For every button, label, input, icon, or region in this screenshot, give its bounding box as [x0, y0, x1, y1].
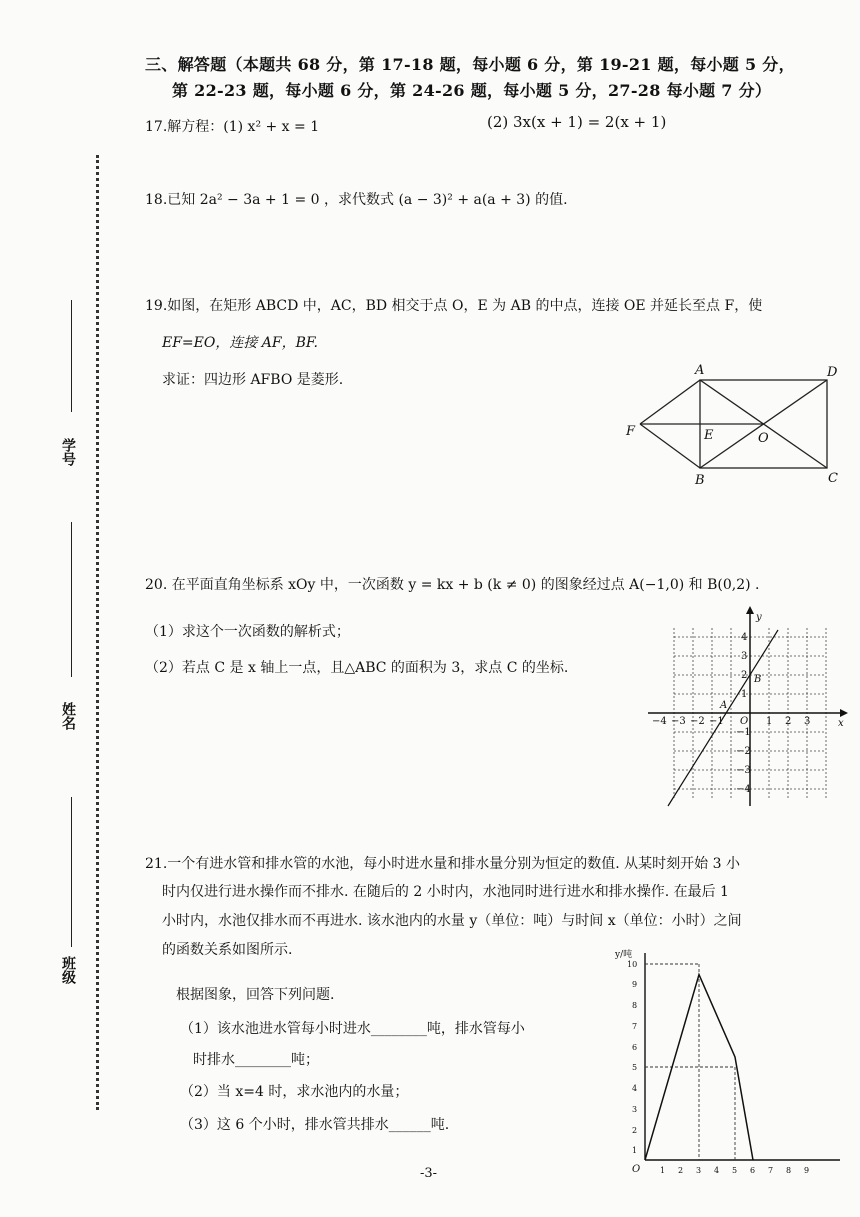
q21-origin: O — [632, 1164, 641, 1175]
svg-text:9: 9 — [804, 1166, 810, 1175]
svg-text:3: 3 — [632, 1105, 638, 1114]
q21-y-axis-label: y/吨 — [615, 950, 633, 960]
label-a: A — [695, 363, 705, 378]
svg-text:2: 2 — [785, 716, 792, 727]
svg-text:3: 3 — [696, 1166, 702, 1175]
label-f: F — [626, 424, 636, 439]
q20-part2: （2）若点 C 是 x 轴上一点，且△ABC 的面积为 3，求点 C 的坐标. — [145, 660, 569, 676]
svg-text:8: 8 — [632, 1001, 638, 1010]
section-title-line1: 三、解答题（本题共 68 分，第 17-18 题，每小题 6 分，第 19-21 题，每小题 5 分， — [145, 55, 795, 74]
q17-part2: (2) 3x(x + 1) = 2(x + 1) — [487, 113, 667, 131]
svg-text:2: 2 — [741, 670, 748, 681]
label-e: E — [704, 428, 714, 443]
svg-text:4: 4 — [714, 1166, 720, 1175]
svg-text:1: 1 — [766, 716, 773, 727]
q20-coordinate-graph — [640, 606, 860, 820]
svg-text:7: 7 — [768, 1166, 774, 1175]
svg-text:−2: −2 — [736, 746, 751, 757]
svg-text:O: O — [740, 716, 749, 727]
svg-text:2: 2 — [632, 1126, 638, 1135]
student-id-label: 学号 — [60, 438, 76, 466]
svg-text:5: 5 — [632, 1063, 638, 1072]
name-blank — [71, 522, 72, 677]
segment-bf — [640, 424, 700, 468]
svg-text:−1: −1 — [709, 716, 724, 727]
q20-line1: 20. 在平面直角坐标系 xOy 中，一次函数 y = kx + b (k ≠ 0) 的图象经过点 A(−1,0) 和 B(0,2) . — [145, 577, 760, 593]
svg-text:3: 3 — [804, 716, 811, 727]
svg-text:−3: −3 — [671, 716, 686, 727]
svg-text:B: B — [754, 674, 762, 685]
q21-line2: 时内仅进行进水操作而不排水. 在随后的 2 小时内，水池同时进行进水和排水操作. 在最后 1 — [162, 884, 729, 900]
student-id-blank — [71, 300, 72, 412]
svg-text:−4: −4 — [736, 784, 751, 795]
section-title-line2: 第 22-23 题，每小题 6 分，第 24-26 题，每小题 5 分，27-28 每小题 7 分） — [172, 81, 772, 100]
q19-line2: EF=EO，连接 AF，BF. — [162, 335, 318, 351]
svg-text:8: 8 — [786, 1166, 792, 1175]
svg-text:7: 7 — [632, 1022, 638, 1031]
q21-part1a: （1）该水池进水管每小时进水________吨，排水管每小 — [180, 1021, 525, 1037]
q21-intro: 根据图象，回答下列问题. — [176, 987, 335, 1003]
svg-text:1: 1 — [632, 1146, 638, 1155]
svg-text:10: 10 — [627, 960, 638, 969]
label-d: D — [827, 365, 838, 380]
svg-text:A: A — [720, 700, 728, 711]
q17-part1: 17.解方程：(1) x² + x = 1 — [145, 119, 320, 135]
svg-text:y: y — [756, 612, 762, 623]
q18-text: 18.已知 2a² − 3a + 1 = 0 ，求代数式 (a − 3)² + a(a + 3) 的值. — [145, 192, 568, 208]
svg-text:3: 3 — [741, 651, 748, 662]
svg-text:1: 1 — [660, 1166, 666, 1175]
svg-text:5: 5 — [732, 1166, 738, 1175]
label-o: O — [758, 431, 769, 446]
svg-text:−1: −1 — [736, 727, 751, 738]
svg-text:−2: −2 — [690, 716, 705, 727]
q20-part1: （1）求这个一次函数的解析式； — [145, 624, 350, 640]
q21-line1: 21.一个有进水管和排水管的水池，每小时进水量和排水量分别为恒定的数值. 从某时刻开始 3 小 — [145, 856, 740, 872]
svg-text:4: 4 — [741, 632, 748, 643]
q21-part3: （3）这 6 个小时，排水管共排水______吨. — [180, 1117, 450, 1133]
q21-water-graph — [612, 945, 842, 1180]
label-b: B — [695, 473, 705, 488]
q21-line3: 小时内，水池仅排水而不再进水. 该水池内的水量 y（单位：吨）与时间 x（单位：小时）之间 — [162, 913, 742, 929]
svg-text:−4: −4 — [652, 716, 667, 727]
binding-dotted-line — [96, 155, 99, 1110]
q19-figure — [620, 360, 860, 490]
svg-text:6: 6 — [632, 1043, 638, 1052]
svg-text:x: x — [838, 718, 844, 729]
q19-line1: 19.如图，在矩形 ABCD 中，AC，BD 相交于点 O，E 为 AB 的中点，连接 OE 并延长至点 F，使 — [145, 298, 763, 314]
class-label: 班级 — [60, 956, 76, 984]
page-number: -3- — [420, 1166, 438, 1181]
q21-line4: 的函数关系如图所示. — [162, 942, 293, 958]
q19-line3: 求证：四边形 AFBO 是菱形. — [162, 372, 344, 388]
svg-text:6: 6 — [750, 1166, 756, 1175]
label-c: C — [828, 471, 838, 486]
class-blank — [71, 797, 72, 947]
svg-text:1: 1 — [741, 689, 748, 700]
name-label: 姓名 — [60, 702, 76, 730]
svg-text:2: 2 — [678, 1166, 684, 1175]
svg-text:−3: −3 — [736, 765, 751, 776]
q21-part2: （2）当 x=4 时，求水池内的水量； — [180, 1084, 409, 1100]
q21-part1b: 时排水________吨； — [193, 1052, 319, 1068]
segment-af — [640, 380, 700, 424]
svg-text:9: 9 — [632, 980, 638, 989]
svg-text:4: 4 — [632, 1084, 638, 1093]
